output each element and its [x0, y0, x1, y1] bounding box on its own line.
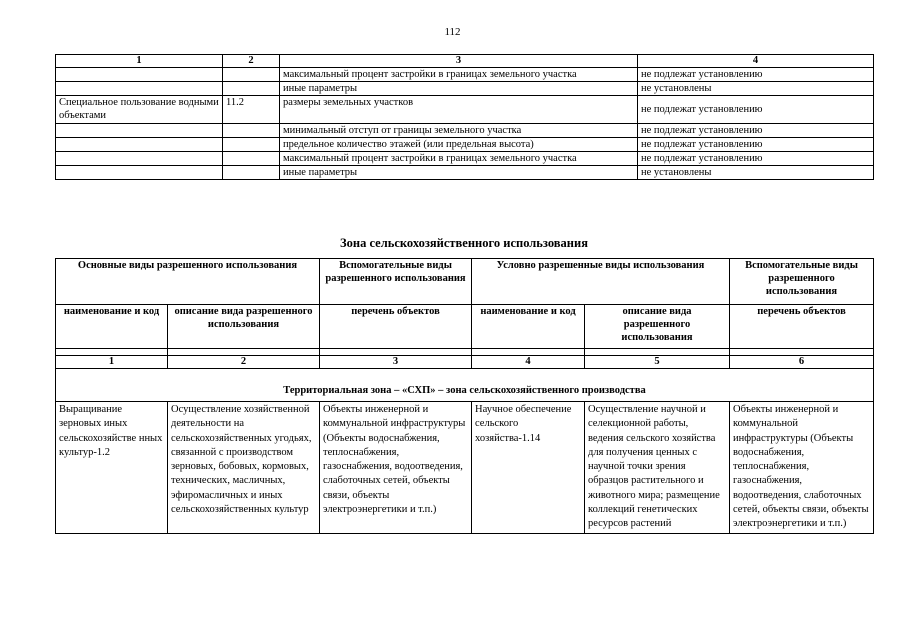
column-number: 3	[280, 55, 638, 68]
use-type-cell	[56, 152, 223, 166]
parameter-cell: минимальный отступ от границы земельного участка	[280, 124, 638, 138]
objects-list-cell: Объекты инженерной и коммунальной инфраструктуры (Объекты водоснабжения, теплоснабжения, газоснабжения, водоотведения, слаботочных сетей, объекты связи, объекты электроэнергетики и т.п.)	[320, 402, 472, 534]
column-numbers-row	[56, 356, 874, 369]
sub-header-row	[56, 305, 874, 349]
use-type-cell	[56, 166, 223, 180]
table-row	[56, 82, 874, 96]
parameter-cell: максимальный процент застройки в границах земельного участка	[280, 68, 638, 82]
main-uses-header: Основные виды разрешенного использования	[56, 259, 320, 305]
table-row	[56, 138, 874, 152]
column-number: 4	[638, 55, 874, 68]
code-cell	[223, 152, 280, 166]
parameter-cell: размеры земельных участков	[280, 96, 638, 124]
auxiliary-uses-header: Вспомогательные виды разрешенного использования	[320, 259, 472, 305]
table-row	[56, 402, 874, 534]
value-cell: не подлежат установлению	[638, 124, 874, 138]
spacer-row	[56, 349, 874, 356]
value-cell: не установлены	[638, 82, 874, 96]
parameters-table	[55, 54, 874, 180]
table-row	[56, 124, 874, 138]
value-cell: не подлежат установлению	[638, 138, 874, 152]
column-number: 5	[585, 356, 730, 369]
column-number: 1	[56, 55, 223, 68]
name-code-header: наименование и код	[472, 305, 585, 349]
description-header: описание вида разрешенного использования	[585, 305, 730, 349]
use-name-cell: Научное обеспечение сельского хозяйства-1.14	[472, 402, 585, 534]
parameter-cell: иные параметры	[280, 82, 638, 96]
column-number: 2	[168, 356, 320, 369]
name-code-header: наименование и код	[56, 305, 168, 349]
description-header: описание вида разрешенного использования	[168, 305, 320, 349]
table-row	[56, 166, 874, 180]
use-type-cell: Специальное пользование водными объектами	[56, 96, 223, 124]
parameter-cell: предельное количество этажей (или предельная высота)	[280, 138, 638, 152]
column-number: 2	[223, 55, 280, 68]
use-type-cell	[56, 138, 223, 152]
code-cell: 11.2	[223, 96, 280, 124]
territorial-zone-title: Территориальная зона – «СХП» – зона сельскохозяйственного производства	[56, 369, 874, 402]
territorial-zone-row	[56, 369, 874, 402]
use-type-cell	[56, 82, 223, 96]
table-row	[56, 152, 874, 166]
objects-header: перечень объектов	[730, 305, 874, 349]
parameter-cell: максимальный процент застройки в границах земельного участка	[280, 152, 638, 166]
use-type-cell	[56, 68, 223, 82]
value-cell: не подлежат установлению	[638, 68, 874, 82]
use-name-cell: Выращивание зерновых иных сельскохозяйстве нных культур-1.2	[56, 402, 168, 534]
table-row	[56, 68, 874, 82]
column-number: 4	[472, 356, 585, 369]
value-cell: не подлежат установлению	[638, 152, 874, 166]
objects-header: перечень объектов	[320, 305, 472, 349]
use-description-cell: Осуществление хозяйственной деятельности на сельскохозяйственных угодьях, связанной с производством зерновых, бобовых, кормовых, технических, масличных, эфиромасличных и иных сельскохозяйственных культур	[168, 402, 320, 534]
group-header-row	[56, 259, 874, 305]
use-type-cell	[56, 124, 223, 138]
column-number: 6	[730, 356, 874, 369]
conditional-uses-header: Условно разрешенные виды использования	[472, 259, 730, 305]
zone-title: Зона сельскохозяйственного использования	[340, 236, 588, 250]
table-header-row	[56, 55, 874, 68]
code-cell	[223, 68, 280, 82]
code-cell	[223, 138, 280, 152]
value-cell: не подлежат установлению	[638, 96, 874, 124]
column-number: 1	[56, 356, 168, 369]
page-number: 112	[444, 26, 461, 38]
value-cell: не установлены	[638, 166, 874, 180]
table-row	[56, 96, 874, 124]
code-cell	[223, 166, 280, 180]
auxiliary-uses-header: Вспомогательные виды разрешенного использования	[730, 259, 874, 305]
code-cell	[223, 124, 280, 138]
parameter-cell: иные параметры	[280, 166, 638, 180]
use-description-cell: Осуществление научной и селекционной работы, ведения сельского хозяйства для получения ценных с научной точки зрения образцов растительного и животного мира; размещение коллекций генетических ресурсов растений	[585, 402, 730, 534]
objects-list-cell: Объекты инженерной и коммунальной инфраструктуры (Объекты водоснабжения, теплоснабжения, газоснабжения, водоотведения, слаботочных сетей, объекты связи, объекты электроэнергетики и т.п.)	[730, 402, 874, 534]
code-cell	[223, 82, 280, 96]
column-number: 3	[320, 356, 472, 369]
zone-uses-table	[55, 258, 874, 534]
